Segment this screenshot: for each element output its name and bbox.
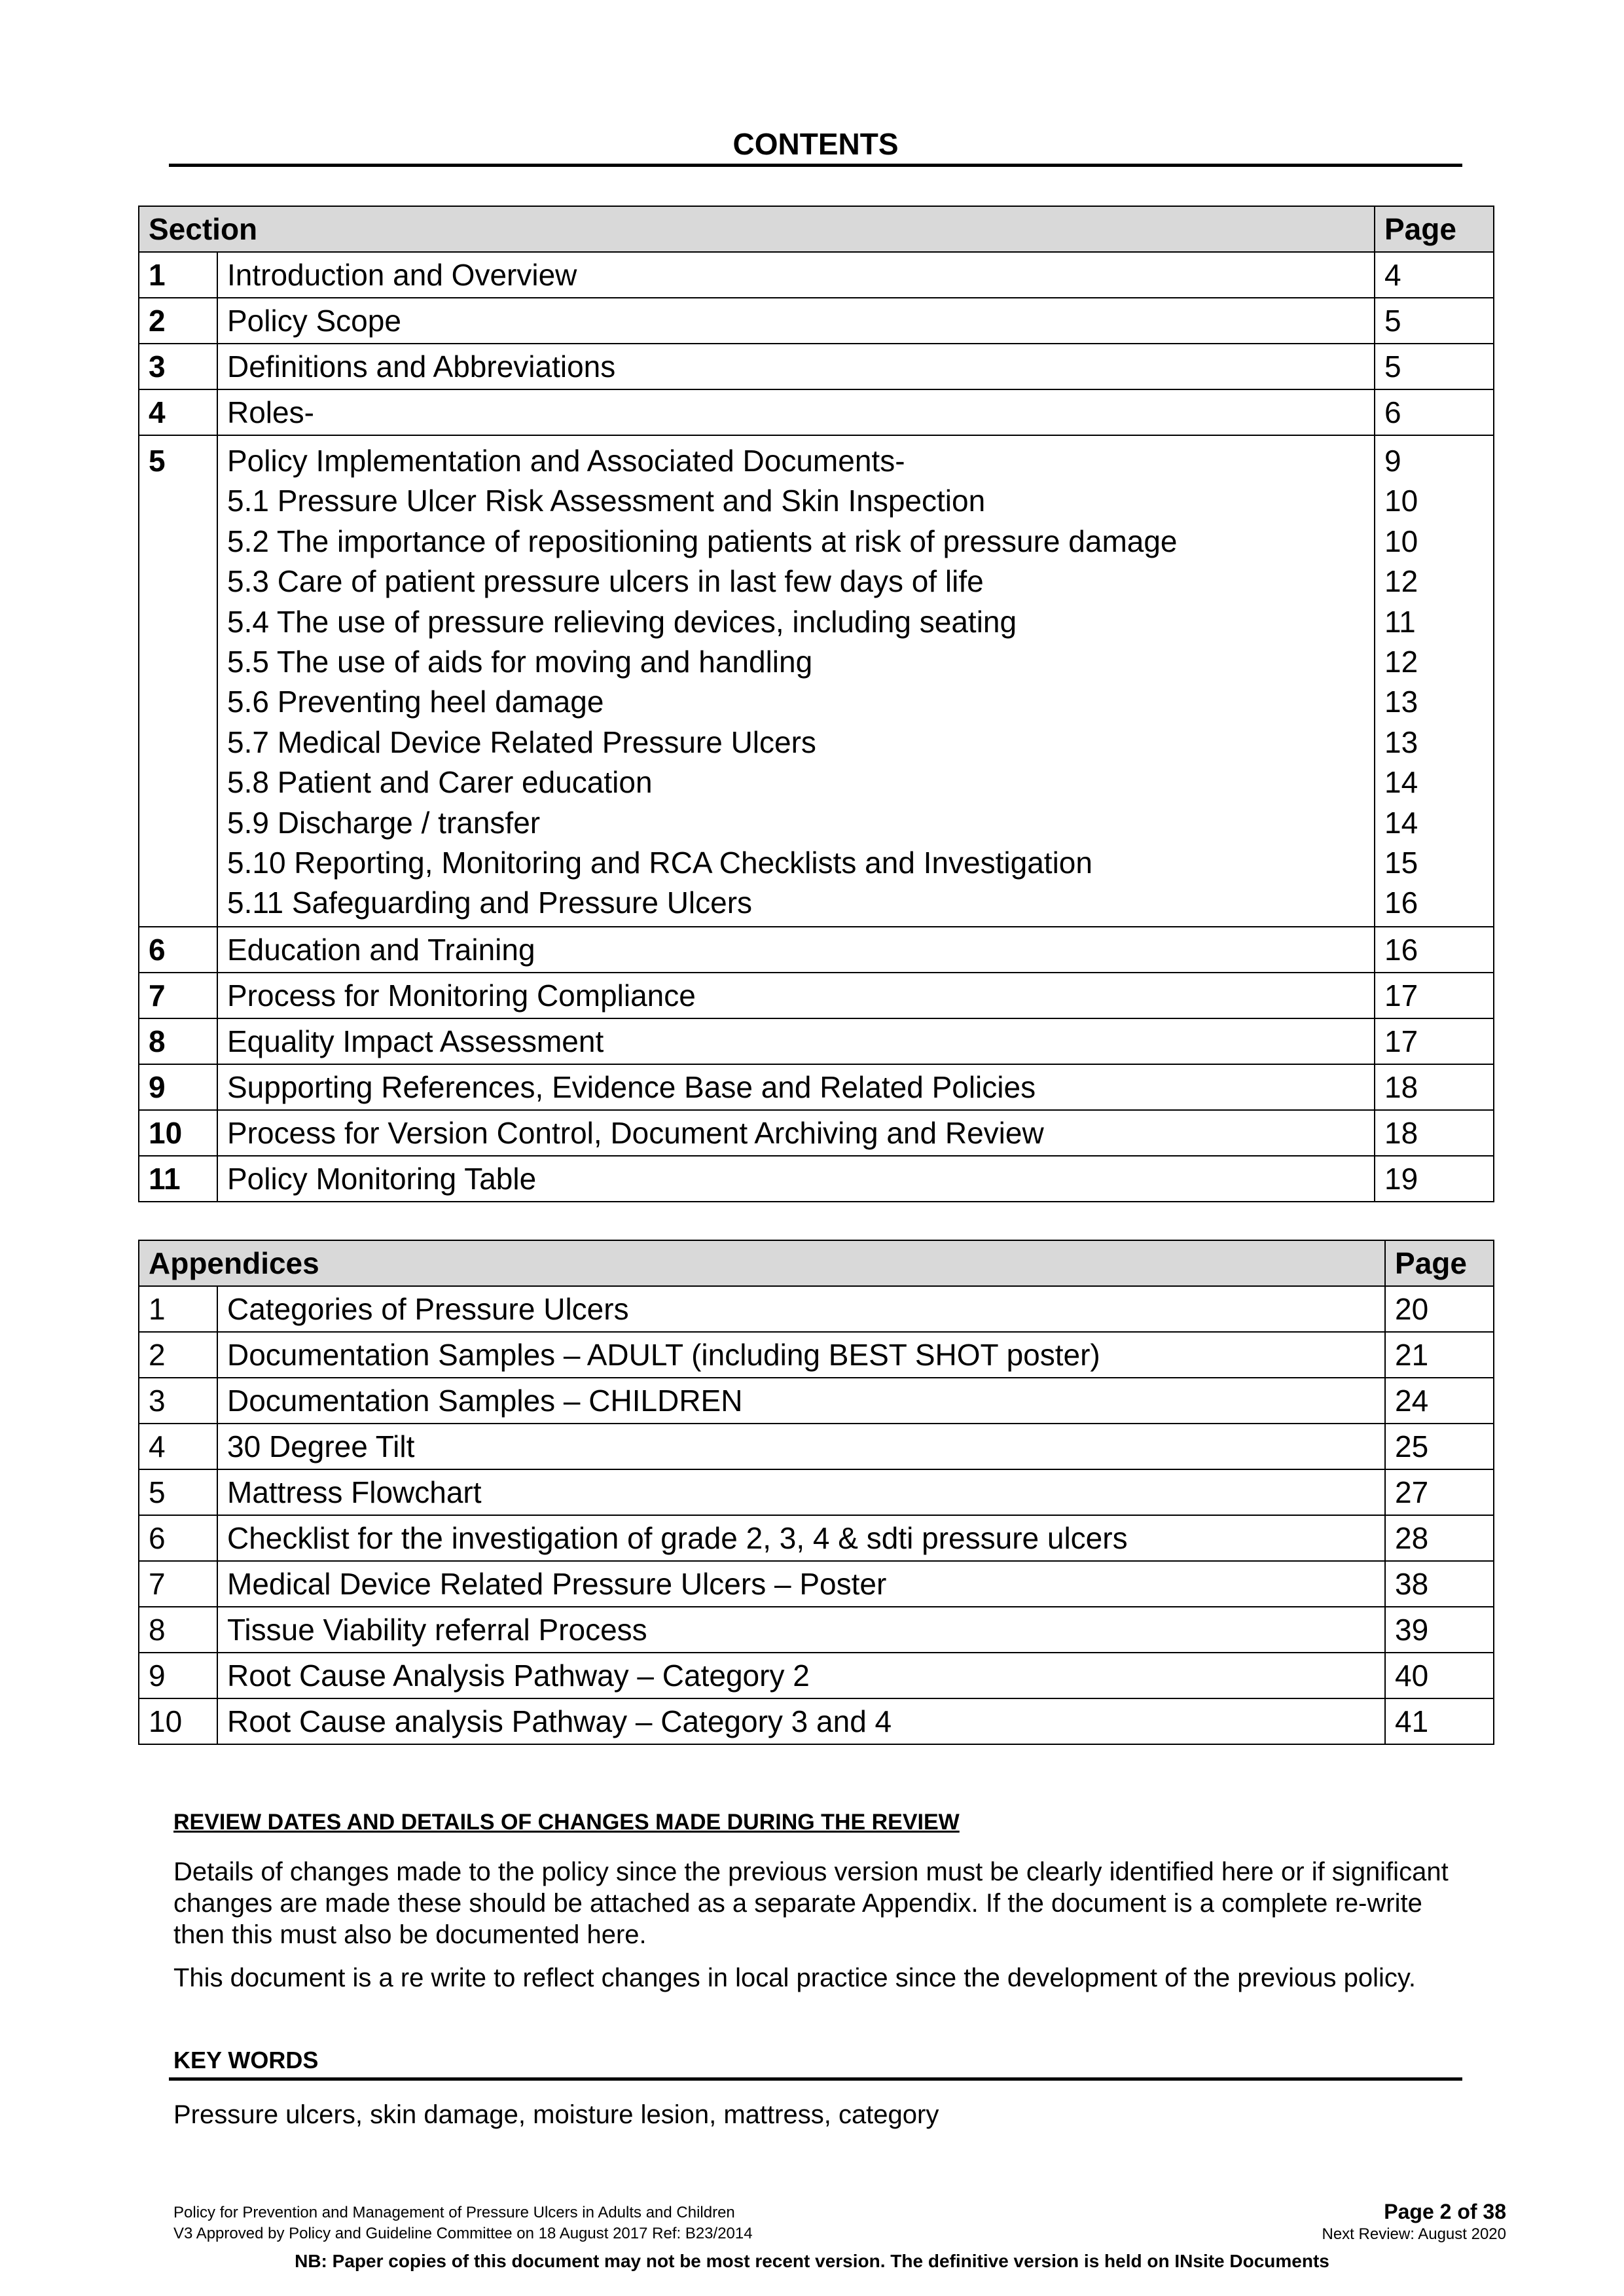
footer-note: NB: Paper copies of this document may not be most recent version. The definitive version is held on INsite Documents xyxy=(295,2251,1329,2271)
subsection-title: 5.3 Care of patient pressure ulcers in last few days of life xyxy=(227,564,984,599)
key-words-text: Pressure ulcers, skin damage, moisture lesion, mattress, category xyxy=(173,2100,939,2129)
contents-rule xyxy=(169,164,1462,167)
page-column-header: Page xyxy=(1375,206,1494,252)
table-row-section-5 xyxy=(139,435,1494,927)
row-number: 4 xyxy=(139,389,217,435)
row-title: Supporting References, Evidence Base and Related Policies xyxy=(217,1064,1375,1110)
row-number: 10 xyxy=(139,1110,217,1156)
review-paragraph-1: Details of changes made to the policy since the previous version must be clearly identified here or if significant changes are made these should be attached as a separate Appendix. If the document is a complete re-write then this must also be documented here. xyxy=(173,1857,1449,1949)
subsection-title: 5.10 Reporting, Monitoring and RCA Checklists and Investigation xyxy=(227,846,1092,880)
row-title: Documentation Samples – CHILDREN xyxy=(217,1378,1385,1424)
row-number: 5 xyxy=(139,435,217,927)
subsection-page: 13 xyxy=(1384,725,1418,759)
row-page: 18 xyxy=(1375,1064,1494,1110)
row-page: 24 xyxy=(1385,1378,1494,1424)
subsection-page: 12 xyxy=(1384,645,1418,679)
appendix-row xyxy=(139,1378,1494,1424)
table-row xyxy=(139,1156,1494,1202)
footer-left xyxy=(173,2202,753,2244)
row-page: 28 xyxy=(1385,1515,1494,1561)
row-title: Checklist for the investigation of grade 2, 3, 4 & sdti pressure ulcers xyxy=(217,1515,1385,1561)
table-row xyxy=(139,973,1494,1018)
table-row xyxy=(139,298,1494,344)
row-number: 11 xyxy=(139,1156,217,1202)
row-page: 5 xyxy=(1375,344,1494,389)
appendix-row xyxy=(139,1698,1494,1744)
row-page-list xyxy=(1375,435,1494,927)
row-page: 16 xyxy=(1375,927,1494,973)
row-page: 38 xyxy=(1385,1561,1494,1607)
appendix-row xyxy=(139,1286,1494,1332)
appendix-row xyxy=(139,1653,1494,1698)
appendix-row xyxy=(139,1332,1494,1378)
key-words-heading: KEY WORDS xyxy=(173,2047,319,2073)
key-words-rule xyxy=(169,2077,1462,2081)
row-page: 25 xyxy=(1385,1424,1494,1469)
row-title: Equality Impact Assessment xyxy=(217,1018,1375,1064)
appendices-table-body xyxy=(139,1240,1494,1744)
subsection-page: 12 xyxy=(1384,564,1418,599)
table-row xyxy=(139,252,1494,298)
section-column-header: Section xyxy=(139,206,1375,252)
row-number: 8 xyxy=(139,1607,217,1653)
subsection-page: 16 xyxy=(1384,886,1418,920)
row-page: 40 xyxy=(1385,1653,1494,1698)
appendix-row xyxy=(139,1469,1494,1515)
row-title-list xyxy=(217,435,1375,927)
row-title: 30 Degree Tilt xyxy=(217,1424,1385,1469)
sections-table-body xyxy=(139,206,1494,1202)
row-page: 6 xyxy=(1375,389,1494,435)
table-row xyxy=(139,389,1494,435)
row-page: 5 xyxy=(1375,298,1494,344)
subsection-page: 9 xyxy=(1384,444,1401,478)
row-title: Mattress Flowchart xyxy=(217,1469,1385,1515)
row-number: 7 xyxy=(139,973,217,1018)
subsection-title: 5.6 Preventing heel damage xyxy=(227,685,604,719)
row-number: 10 xyxy=(139,1698,217,1744)
appendix-row xyxy=(139,1607,1494,1653)
row-number: 2 xyxy=(139,1332,217,1378)
row-page: 20 xyxy=(1385,1286,1494,1332)
subsection-title: 5.5 The use of aids for moving and handling xyxy=(227,645,813,679)
subsection-page: 14 xyxy=(1384,805,1418,840)
subsection-page: 14 xyxy=(1384,765,1418,800)
row-page: 17 xyxy=(1375,973,1494,1018)
appendices-table xyxy=(138,1240,1494,1745)
sections-table xyxy=(138,206,1494,1202)
subsection-page: 13 xyxy=(1384,685,1418,719)
row-number: 8 xyxy=(139,1018,217,1064)
row-page: 21 xyxy=(1385,1332,1494,1378)
footer-right xyxy=(1322,2199,1507,2245)
row-title: Process for Monitoring Compliance xyxy=(217,973,1375,1018)
row-number: 1 xyxy=(139,1286,217,1332)
subsection-title: 5.2 The importance of repositioning patients at risk of pressure damage xyxy=(227,524,1178,558)
row-title: Education and Training xyxy=(217,927,1375,973)
subsection-page: 10 xyxy=(1384,484,1418,518)
row-page: 39 xyxy=(1385,1607,1494,1653)
row-page: 17 xyxy=(1375,1018,1494,1064)
table-row xyxy=(139,1064,1494,1110)
row-number: 2 xyxy=(139,298,217,344)
footer-approval: V3 Approved by Policy and Guideline Committee on 18 August 2017 Ref: B23/2014 xyxy=(173,2225,753,2242)
row-title: Tissue Viability referral Process xyxy=(217,1607,1385,1653)
appendices-header-row xyxy=(139,1240,1494,1286)
row-page: 18 xyxy=(1375,1110,1494,1156)
subsection-title: 5.11 Safeguarding and Pressure Ulcers xyxy=(227,886,753,920)
page-number: Page 2 of 38 xyxy=(1384,2200,1506,2223)
row-title: Process for Version Control, Document Archiving and Review xyxy=(217,1110,1375,1156)
row-title: Policy Scope xyxy=(217,298,1375,344)
row-number: 1 xyxy=(139,252,217,298)
review-paragraph-2: This document is a re write to reflect changes in local practice since the development of the previous policy. xyxy=(173,1964,1416,1992)
row-title: Medical Device Related Pressure Ulcers – Poster xyxy=(217,1561,1385,1607)
subsection-title: 5.1 Pressure Ulcer Risk Assessment and Skin Inspection xyxy=(227,484,986,518)
appendices-column-header: Appendices xyxy=(139,1240,1385,1286)
subsection-title: 5.9 Discharge / transfer xyxy=(227,805,541,840)
row-page: 4 xyxy=(1375,252,1494,298)
contents-heading: CONTENTS xyxy=(732,127,899,161)
row-number: 3 xyxy=(139,1378,217,1424)
sections-header-row xyxy=(139,206,1494,252)
next-review: Next Review: August 2020 xyxy=(1322,2225,1506,2243)
row-number: 3 xyxy=(139,344,217,389)
row-title: Root Cause analysis Pathway – Category 3 and 4 xyxy=(217,1698,1385,1744)
subsection-title: 5.8 Patient and Carer education xyxy=(227,765,653,800)
appendix-row xyxy=(139,1424,1494,1469)
row-number: 6 xyxy=(139,927,217,973)
row-number: 7 xyxy=(139,1561,217,1607)
subsection-page: 10 xyxy=(1384,524,1418,558)
subsection-title: 5.4 The use of pressure relieving devices, including seating xyxy=(227,604,1017,639)
appendix-row xyxy=(139,1515,1494,1561)
row-title: Introduction and Overview xyxy=(217,252,1375,298)
footer-policy-title: Policy for Prevention and Management of Pressure Ulcers in Adults and Children xyxy=(173,2204,735,2221)
table-row xyxy=(139,927,1494,973)
row-number: 9 xyxy=(139,1653,217,1698)
row-number: 4 xyxy=(139,1424,217,1469)
row-title: Roles- xyxy=(217,389,1375,435)
row-number: 6 xyxy=(139,1515,217,1561)
table-row xyxy=(139,344,1494,389)
review-heading: REVIEW DATES AND DETAILS OF CHANGES MADE DURING THE REVIEW xyxy=(173,1810,960,1835)
row-title: Categories of Pressure Ulcers xyxy=(217,1286,1385,1332)
row-number: 9 xyxy=(139,1064,217,1110)
row-title: Documentation Samples – ADULT (including BEST SHOT poster) xyxy=(217,1332,1385,1378)
row-title: Definitions and Abbreviations xyxy=(217,344,1375,389)
subsection-page: 15 xyxy=(1384,846,1418,880)
row-page: 19 xyxy=(1375,1156,1494,1202)
row-page: 41 xyxy=(1385,1698,1494,1744)
row-page: 27 xyxy=(1385,1469,1494,1515)
row-title: Policy Monitoring Table xyxy=(217,1156,1375,1202)
table-row xyxy=(139,1110,1494,1156)
subsection-title: 5.7 Medical Device Related Pressure Ulcers xyxy=(227,725,816,759)
subsection-page: 11 xyxy=(1384,604,1416,639)
appendices-page-column-header: Page xyxy=(1385,1240,1494,1286)
row-title: Root Cause Analysis Pathway – Category 2 xyxy=(217,1653,1385,1698)
row-number: 5 xyxy=(139,1469,217,1515)
table-row xyxy=(139,1018,1494,1064)
section-title: Policy Implementation and Associated Documents- xyxy=(227,444,905,478)
appendix-row xyxy=(139,1561,1494,1607)
